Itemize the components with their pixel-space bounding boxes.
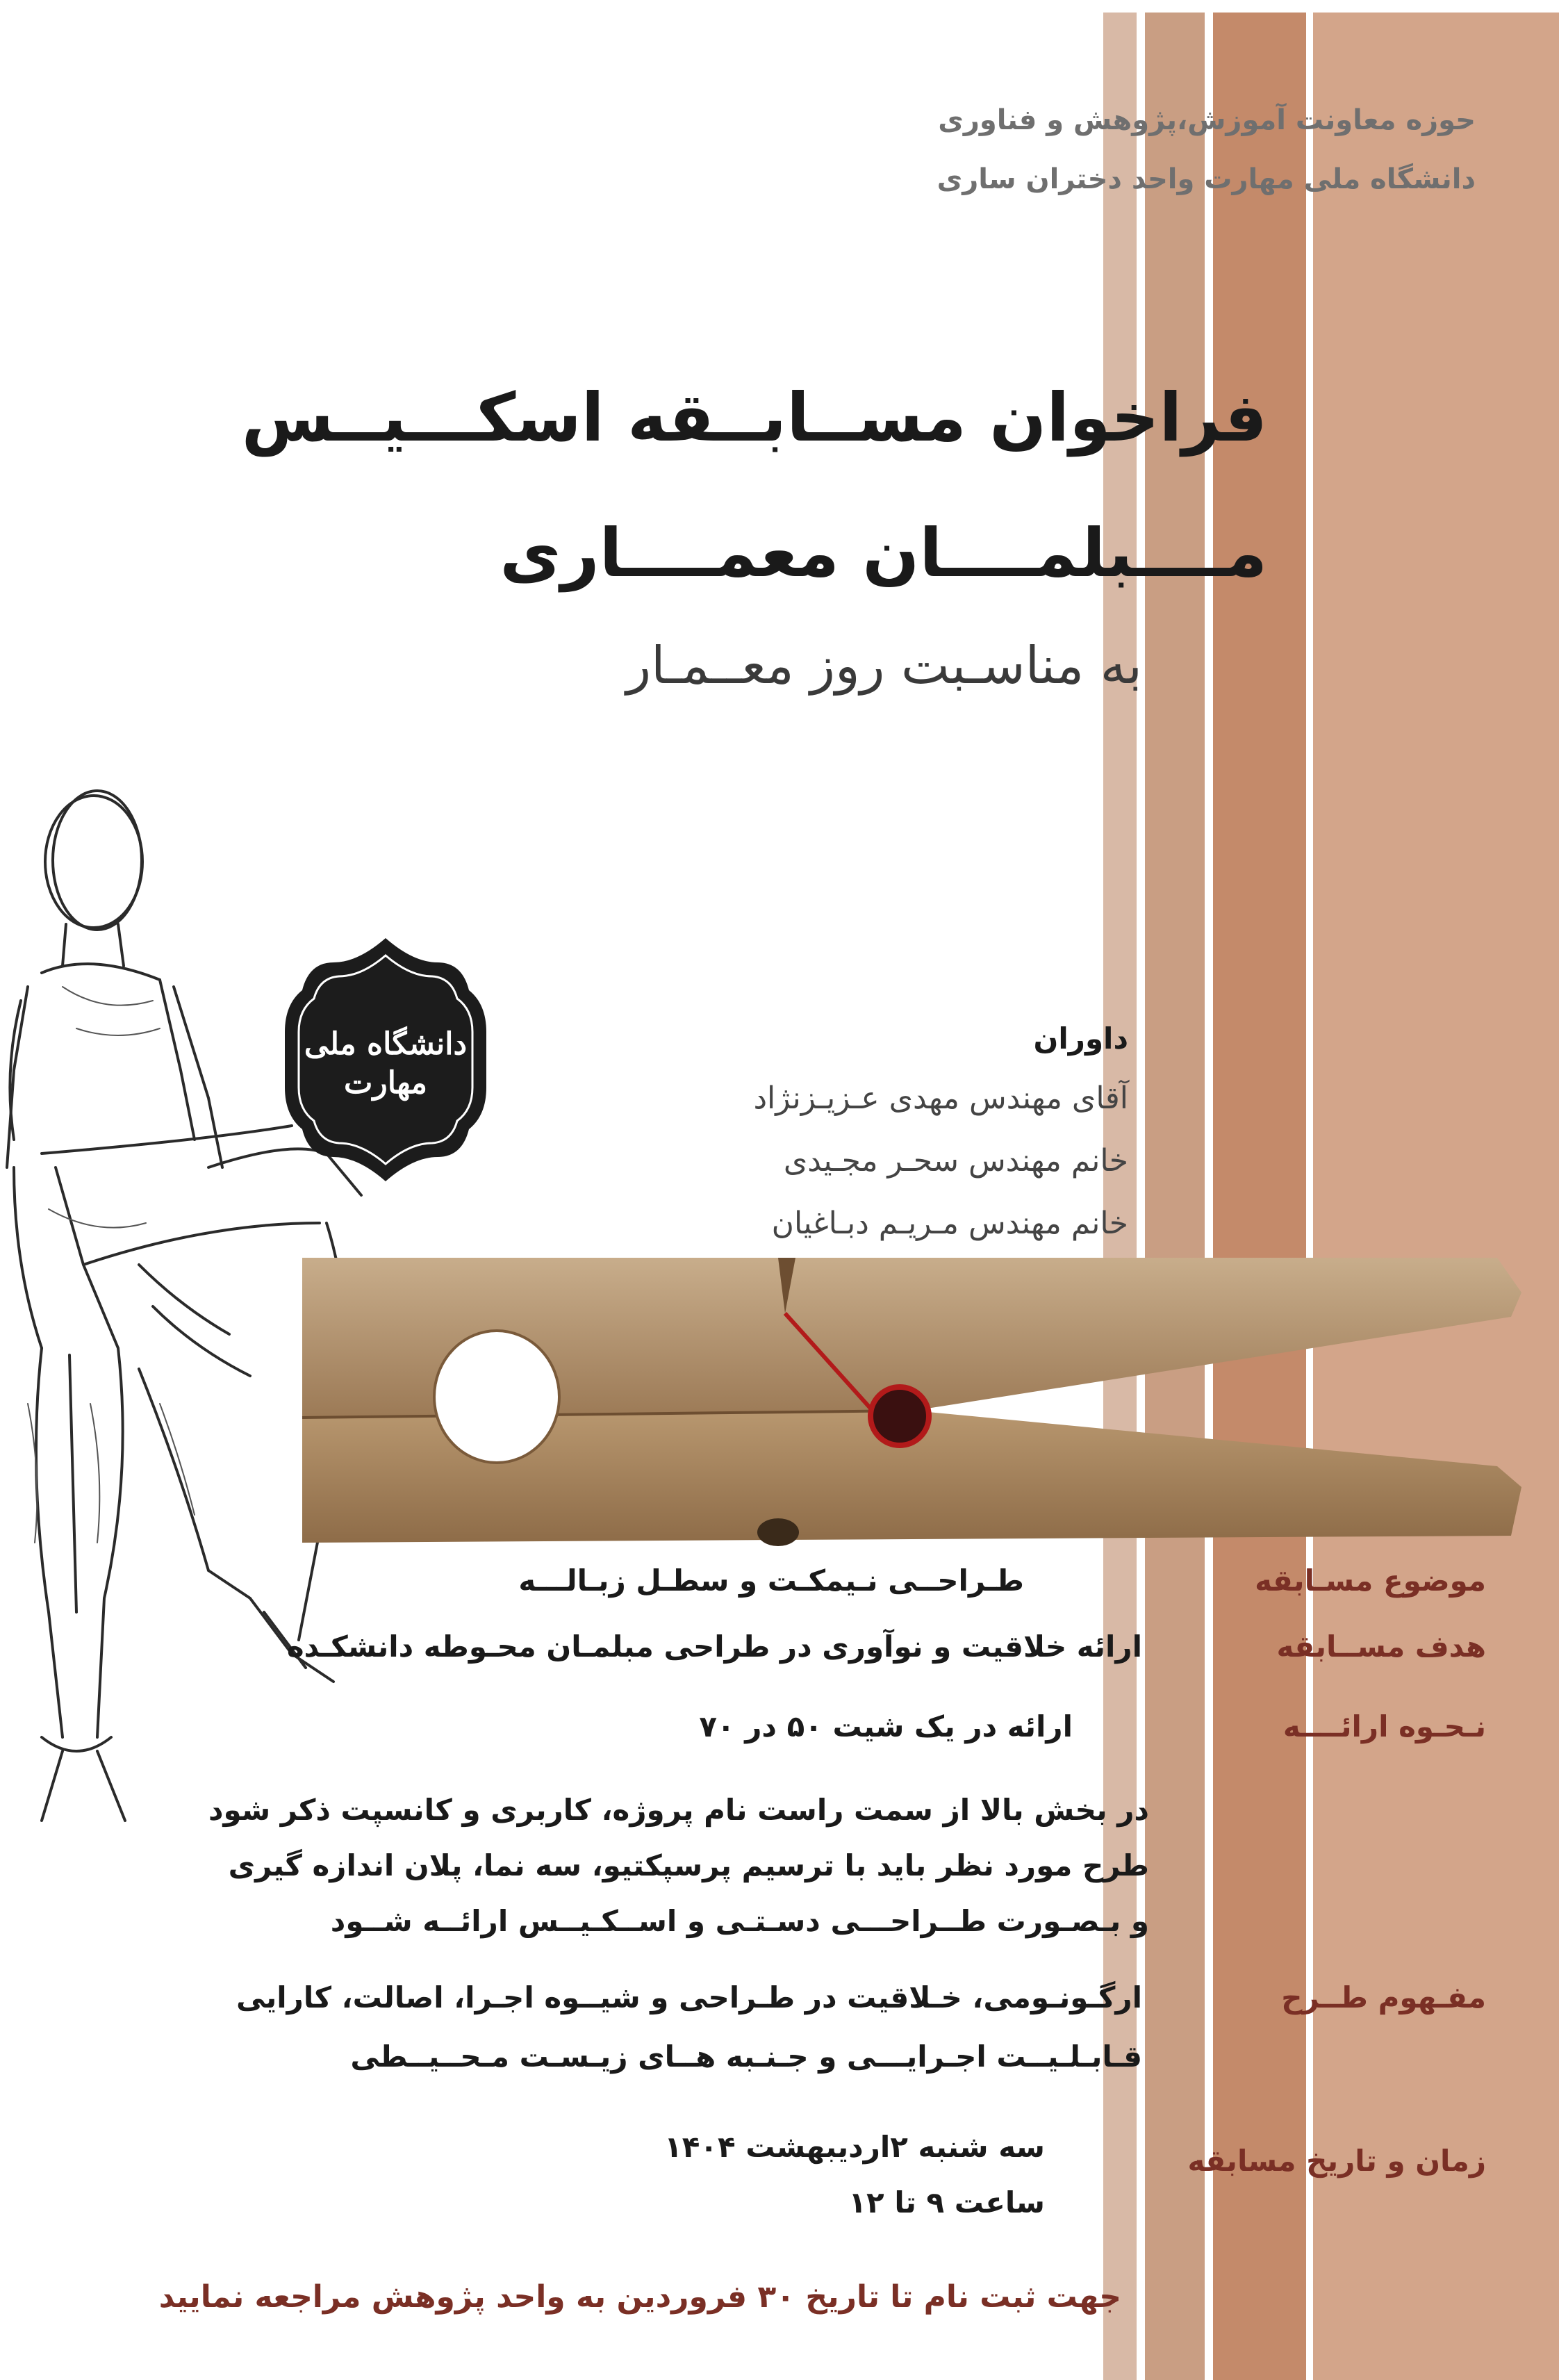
- jury-member: خانم مهندس مـریـم دبـاغیان: [771, 1206, 1128, 1241]
- page-title-line-2: مــــبلمــــان معمــــاری: [500, 514, 1267, 592]
- jury-member: خانم مهندس سحـر مجـیدی: [783, 1143, 1128, 1179]
- university-logo: [278, 935, 493, 1185]
- clothespin-image: [288, 1258, 1521, 1550]
- value-presentation-line: در بخش بالا از سمت راست نام پروژه، کاربری و کانسپت ذکر شود: [208, 1793, 1149, 1827]
- label-presentation-method: نـحـوه ارائــــه: [1282, 1709, 1486, 1743]
- value-concept-line: قـابـلـیــت اجـرایـــی و جـنـبه هــای زیـسـت مـحــیــطی: [350, 2040, 1142, 2074]
- value-competition-goal: ارائه خلاقیت و نوآوری در طراحی مبلمـان محـوطه دانشکـده: [286, 1630, 1142, 1664]
- value-presentation-line: طرح مورد نظر باید با ترسیم پرسپکتیو، سه نما، پلان اندازه گیری: [228, 1848, 1149, 1882]
- decorative-stripe-2: [1145, 13, 1205, 2380]
- value-concept-line: ارگـونـومی، خـلاقیت در طـراحی و شیــوه اجـرا، اصالت، کارایی: [236, 1980, 1142, 2014]
- value-presentation-line: و بـصـورت طــراحـــی دسـتـی و اســکـیــس ارائــه شــود: [330, 1904, 1149, 1938]
- label-competition-goal: هدف مســابقه: [1276, 1630, 1486, 1664]
- value-competition-hours: ساعت ۹ تا ۱۲: [848, 2185, 1045, 2219]
- registration-note: جهت ثبت نام تا تاریخ ۳۰ فروردین به واحد پژوهش مراجعه نمایید: [158, 2279, 1121, 2315]
- decorative-stripe-1: [1103, 13, 1137, 2380]
- page-subtitle: به مناسـبت روز معــمـار: [626, 636, 1142, 696]
- value-presentation-line: ارائه در یک شیت ۵۰ در ۷۰: [699, 1709, 1073, 1743]
- logo-text: دانشگاه ملی مهارت: [304, 1026, 468, 1101]
- value-competition-date: سه شنبه ۲اردیبهشت ۱۴۰۴: [664, 2130, 1045, 2164]
- page-title-line-1: فراخوان مســابــقه اسکـــیــس: [241, 379, 1267, 457]
- header-line-2: دانشگاه ملی مهارت واحد دختران ساری: [937, 163, 1476, 195]
- label-competition-time: زمان و تاریخ مسابقه: [1187, 2144, 1486, 2178]
- header-line-1: حوزه معاونت آموزش،پژوهش و فناوری: [938, 104, 1476, 136]
- label-competition-subject: موضوع مسـابقه: [1255, 1564, 1486, 1598]
- jury-member: آقای مهندس مهدی عـزیـزنژاد: [753, 1081, 1128, 1116]
- label-design-concept: مفـهوم طــرح: [1281, 1980, 1486, 2014]
- decorative-stripe-3: [1213, 13, 1306, 2380]
- decorative-stripe-4: [1313, 13, 1559, 2380]
- jury-heading: داوران: [1033, 1021, 1128, 1056]
- value-competition-subject: طـراحــی نـیمکـت و سطـل زبـالـــه: [518, 1564, 1024, 1598]
